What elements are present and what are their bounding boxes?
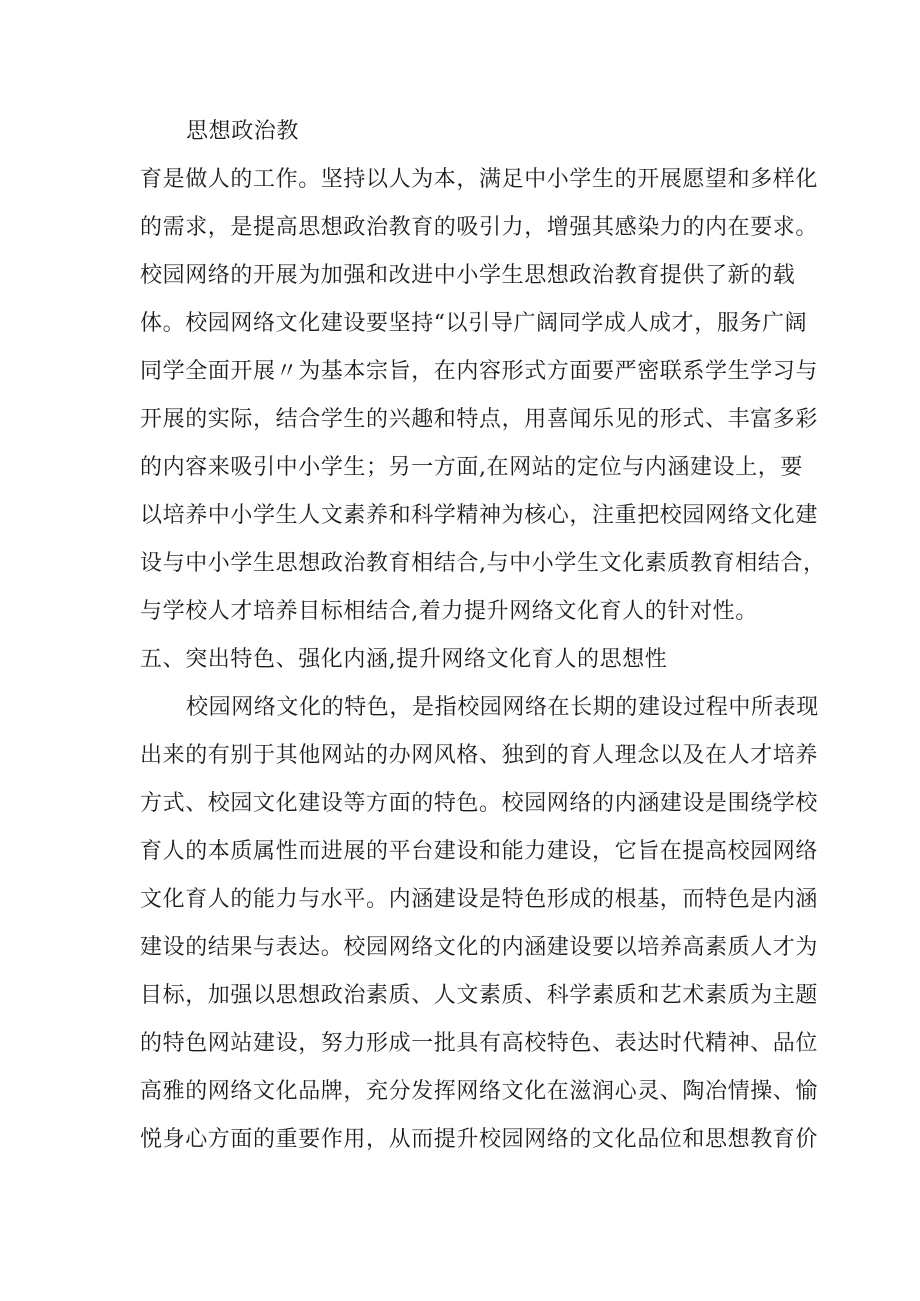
- paragraph-line: 出来的有别于其他网站的办网风格、独到的育人理念以及在人才培养: [140, 743, 819, 768]
- paragraph-line: 文化育人的能力与水平。内涵建设是特色形成的根基，而特色是内涵: [140, 887, 819, 912]
- paragraph-line: 建设的结果与表达。校园网络文化的内涵建设要以培养高素质人才为: [140, 935, 819, 960]
- paragraph-line: 育人的本质属性而进展的平台建设和能力建设，它旨在提高校园网络: [140, 839, 819, 864]
- paragraph-line: 悦身心方面的重要作用，从而提升校园网络的文化品位和思想教育价: [140, 1127, 819, 1152]
- paragraph-line: 思想政治教: [186, 119, 300, 144]
- paragraph-line: 目标，加强以思想政治素质、人文素质、科学素质和艺术素质为主题: [140, 983, 819, 1008]
- paragraph-line: 同学全面开展〃为基本宗旨，在内容形式方面要严密联系学生学习与: [140, 359, 819, 384]
- paragraph-line: 的特色网站建设，努力形成一批具有高校特色、表达时代精神、品位: [140, 1031, 819, 1056]
- paragraph-line: 的需求，是提高思想政治教育的吸引力，增强其感染力的内在要求。: [140, 215, 819, 240]
- paragraph-line: 以培养中小学生人文素养和科学精神为核心，注重把校园网络文化建: [140, 503, 819, 528]
- paragraph-line: 育是做人的工作。坚持以人为本，满足中小学生的开展愿望和多样化: [140, 167, 819, 192]
- paragraph-line: 校园网络的开展为加强和改进中小学生思想政治教育提供了新的载: [140, 263, 796, 288]
- paragraph-line: 方式、校园文化建设等方面的特色。校园网络的内涵建设是围绕学校: [140, 791, 819, 816]
- paragraph-line: 校园网络文化的特色，是指校园网络在长期的建设过程中所表现: [186, 695, 819, 720]
- paragraph-line: 与学校人才培养目标相结合,着力提升网络文化育人的针对性。: [140, 599, 758, 624]
- paragraph-line: 的内容来吸引中小学生；另一方面,在网站的定位与内涵建设上，要: [140, 455, 803, 480]
- paragraph-line: 设与中小学生思想政治教育相结合,与中小学生文化素质教育相结合，: [140, 551, 826, 576]
- section-heading: 五、突出特色、强化内涵,提升网络文化育人的思想性: [140, 647, 668, 672]
- paragraph-line: 开展的实际，结合学生的兴趣和特点，用喜闻乐见的形式、丰富多彩: [140, 407, 819, 432]
- paragraph-line: 体。校园网络文化建设要坚持“以引导广阔同学成人成才，服务广阔: [140, 311, 808, 336]
- paragraph-line: 高雅的网络文化品牌，充分发挥网络文化在滋润心灵、陶冶情操、愉: [140, 1079, 819, 1104]
